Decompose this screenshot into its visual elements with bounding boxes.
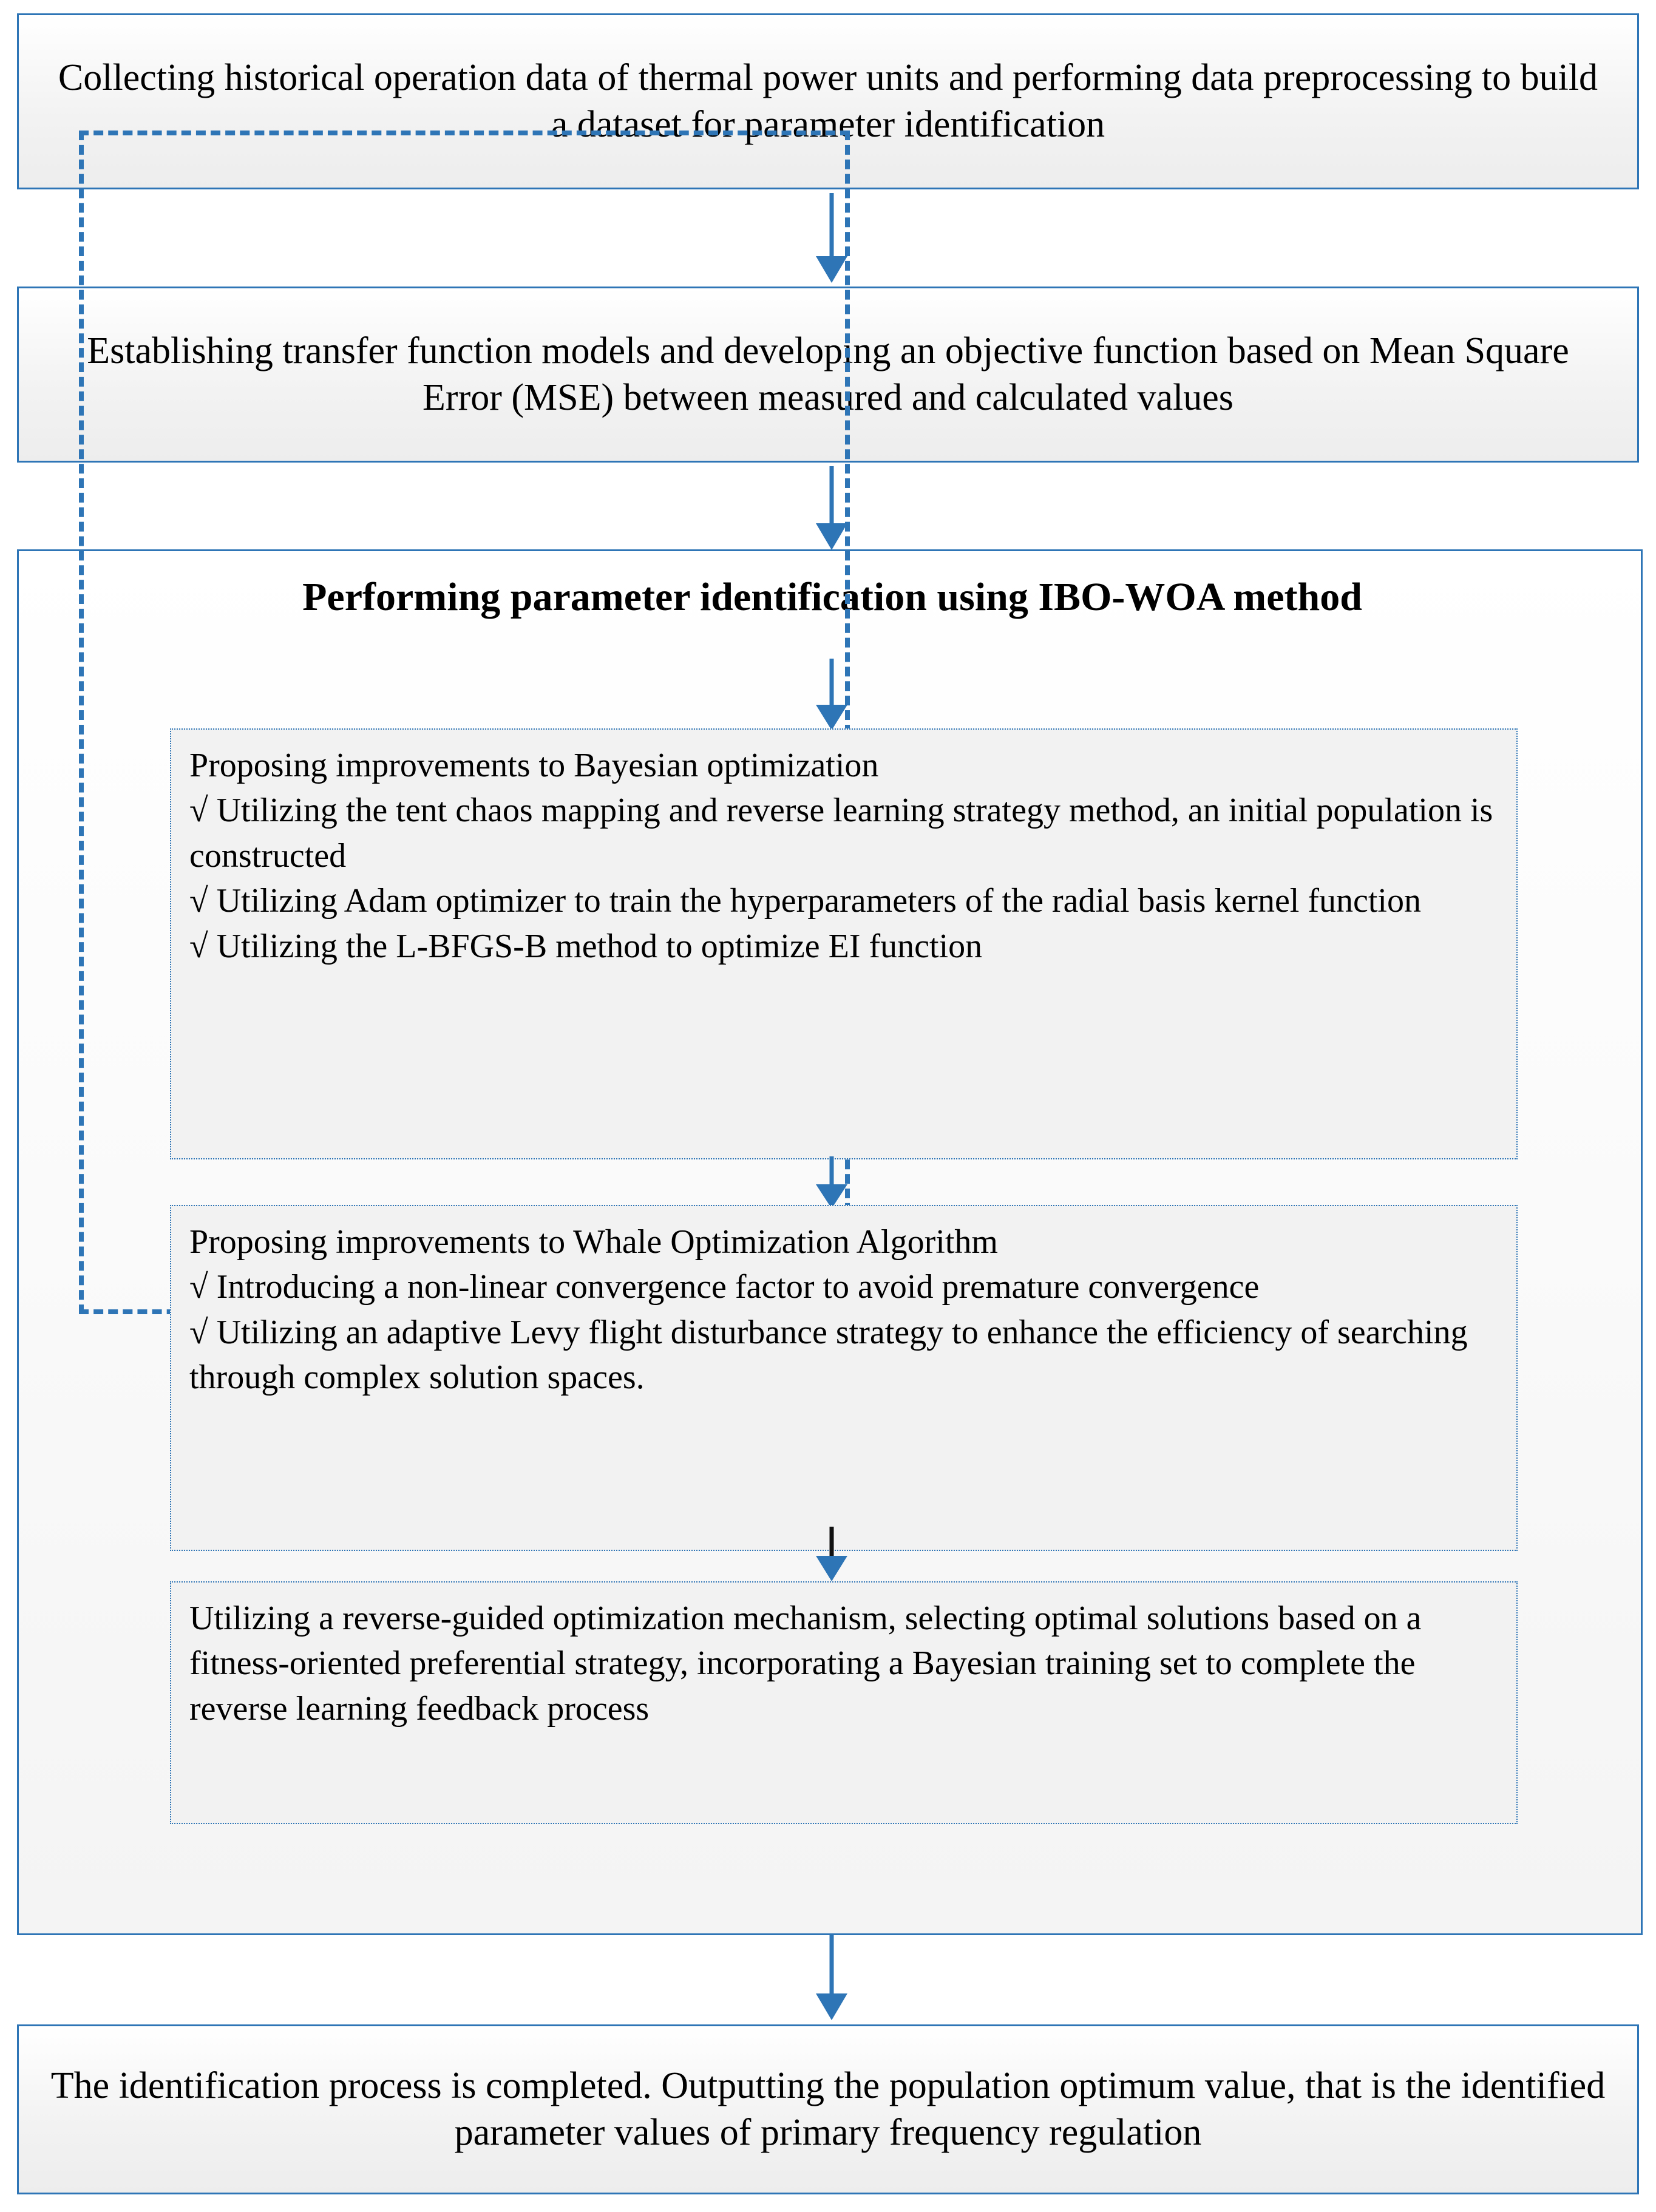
node-identification-complete (17, 2024, 1639, 2194)
arrow-bayesian-to-whale (807, 1156, 856, 1210)
arrow-ibowoa-to-final (807, 1933, 856, 2021)
node-bayesian-improvements-label: Proposing improvements to Bayesian optimization √ Utilizing the tent chaos mapping and reverse learning strategy method, an initial population is constructed √ Utilizing Adam optimizer to train the hyperparameters of the radial basis kernel function √ Utilizing the L-BFGS-B method to optimize EI function (189, 747, 1493, 965)
node-collect-data-label: Collecting historical operation data of thermal power units and performing data preprocessing to build a dataset for parameter identification (58, 56, 1598, 145)
node-whale-improvements (170, 1205, 1518, 1551)
arrow-title-to-bayesian (807, 659, 856, 731)
node-reverse-guided-optimization-label: Utilizing a reverse-guided optimization mechanism, selecting optimal solutions based on a fitness-oriented preferential strategy, incorporating a Bayesian training set to complete the reverse learning feedback process (189, 1600, 1422, 1728)
arrow-whale-to-reverse (807, 1527, 856, 1583)
node-whale-improvements-label: Proposing improvements to Whale Optimization Algorithm √ Introducing a non-linear convergence factor to avoid premature convergence √ Utilizing an adaptive Levy flight disturbance strategy to enhance the efficiency of searching through complex solution spaces. (189, 1223, 1468, 1397)
node-bayesian-improvements (170, 728, 1518, 1159)
node-transfer-function-models-label: Establishing transfer function models and developing an objective function based on Mean Square Error (MSE) between measured and calculated values (87, 330, 1569, 418)
node-reverse-guided-optimization (170, 1581, 1518, 1824)
node-identification-complete-label: The identification process is completed. Outputting the population optimum value, that is the identified parameter values of primary frequency regulation (50, 2064, 1606, 2153)
node-ibowoa-title: Performing parameter identification using IBO-WOA method (302, 575, 1362, 619)
